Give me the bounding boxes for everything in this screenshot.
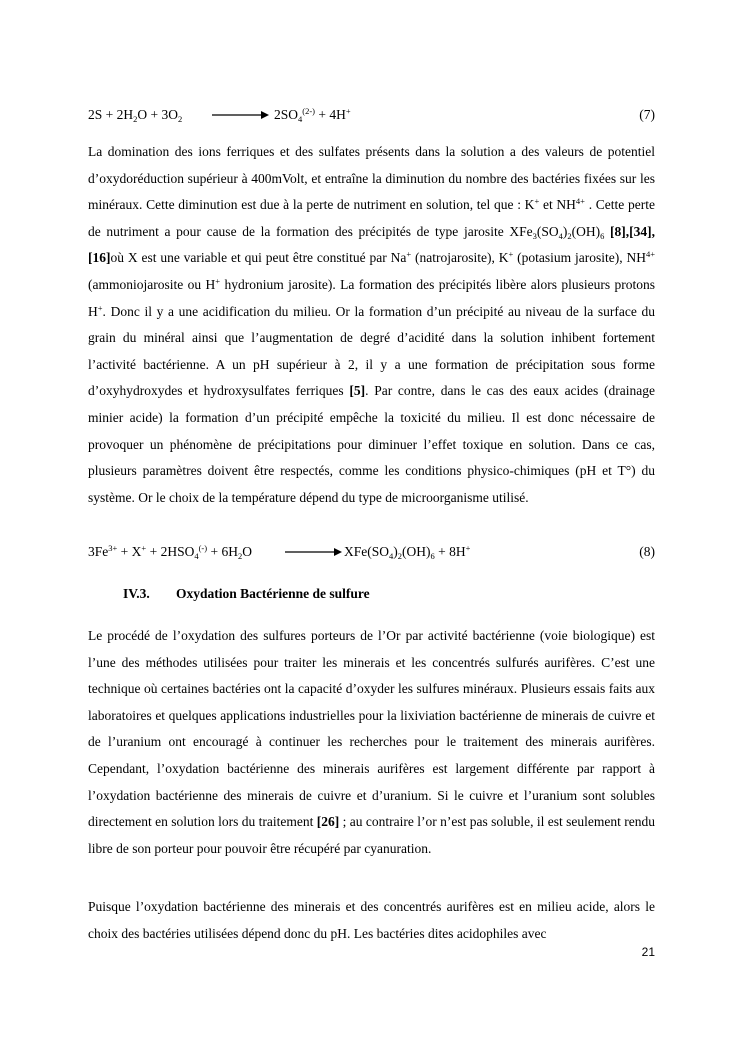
section-title: Oxydation Bactérienne de sulfure	[176, 586, 370, 601]
equation-8-rhs: $XFe(SO_4)_2(OH)_6 + 8H^+$	[344, 543, 471, 561]
equation-8-lhs: $3Fe^{3+} + X^+ + 2HSO_4^{(-)} + 6H_2O$	[88, 543, 252, 561]
paragraph-jarosite: La domination des ions ferriques et des sulfates présents dans la solution a des valeurs de potentiel d’oxydoréduction supérieur à 400mVolt, et entraîne la diminution du nombre des bactéries fixées sur les minéraux. Cette diminution est due à la perte de nutriment en solution, tel que : K+ et $NH^{4+}$ . Cette perte de nutriment a pour cause de la formation des précipités de type jarosite $XFe_3(SO_4)_2(OH)_6$ [8],[34],[16]où X est une variable et qui peut être constitué par Na+ (natrojarosite), K+ (potasium jarosite), $NH^{4+}$ (ammoniojarosite ou H+ hydronium jarosite). La formation des précipités libère alors plusieurs protons H+. Donc il y a une acidification du milieu. Or la formation d’un précipité au niveau de la surface du grain du minéral ainsi que l’augmentation de degré d’acidité dans la solution inhibent fortement l’activité bactérienne. A un pH supérieur à 2, il y a une formation de précipitation sous forme d’oxyhydroxydes et hydroxysulfates ferriques [5]. Par contre, dans le cas des eaux acides (drainage minier acide) la formation d’un précipité empêche la toxicité du milieu. Il est donc nécessaire de provoquer un phénomène de précipitations pour diminuer l’effet toxique en solution. Dans ce cas, plusieurs paramètres doivent être respectés, comme les conditions physico-chimiques (pH et T°) du système. Or le choix de la température dépend du type de microorganisme utilisé.	[88, 144, 655, 505]
equation-7-number: (7)	[639, 107, 655, 122]
paragraph-acidophiles: Puisque l’oxydation bactérienne des minerais et des concentrés aurifères est en milieu acide, alors le choix des bactéries utilisées dépend donc du pH. Les bactéries dites acidophiles avec	[88, 899, 655, 941]
equation-7	[88, 105, 655, 125]
reaction-arrow-icon	[212, 105, 270, 125]
equation-7-lhs: $2S + 2H_2O + 3O_2$	[88, 107, 183, 124]
paragraph-bacterial-oxidation: Le procédé de l’oxydation des sulfures porteurs de l’Or par activité bactérienne (voie biologique) est l’une des méthodes utilisées pour traiter les minerais et les concentrés sulfurés aurifères. C’est une technique où certaines bactéries ont la capacité d’oxyder les sulfures minéraux. Plusieurs essais faits aux laboratoires et quelques applications industrielles pour la lixiviation bactérienne de minerais de cuivre et de l’uranium ont encouragé à continuer les recherches pour le traitement des minerais aurifères. Cependant, l’oxydation bactérienne des minerais aurifères est largement différente par rapport à l’oxydation bactérienne des minerais de cuivre et d’uranium. Si le cuivre et l’uranium sont solubles directement en solution lors du traitement [26] ; au contraire l’or n’est pas soluble, il est seulement rendu libre de son porteur pour pouvoir être récupéré par cyanuration.	[88, 628, 655, 856]
equation-7-rhs: $2SO_4^{(2-)} + 4H^+$	[274, 106, 351, 124]
reaction-arrow-icon	[285, 542, 343, 562]
page-number: 21	[641, 945, 655, 959]
section-heading	[123, 584, 370, 604]
equation-8-number: (8)	[639, 544, 655, 559]
section-number: IV.3.	[123, 586, 150, 601]
equation-8	[88, 542, 655, 562]
